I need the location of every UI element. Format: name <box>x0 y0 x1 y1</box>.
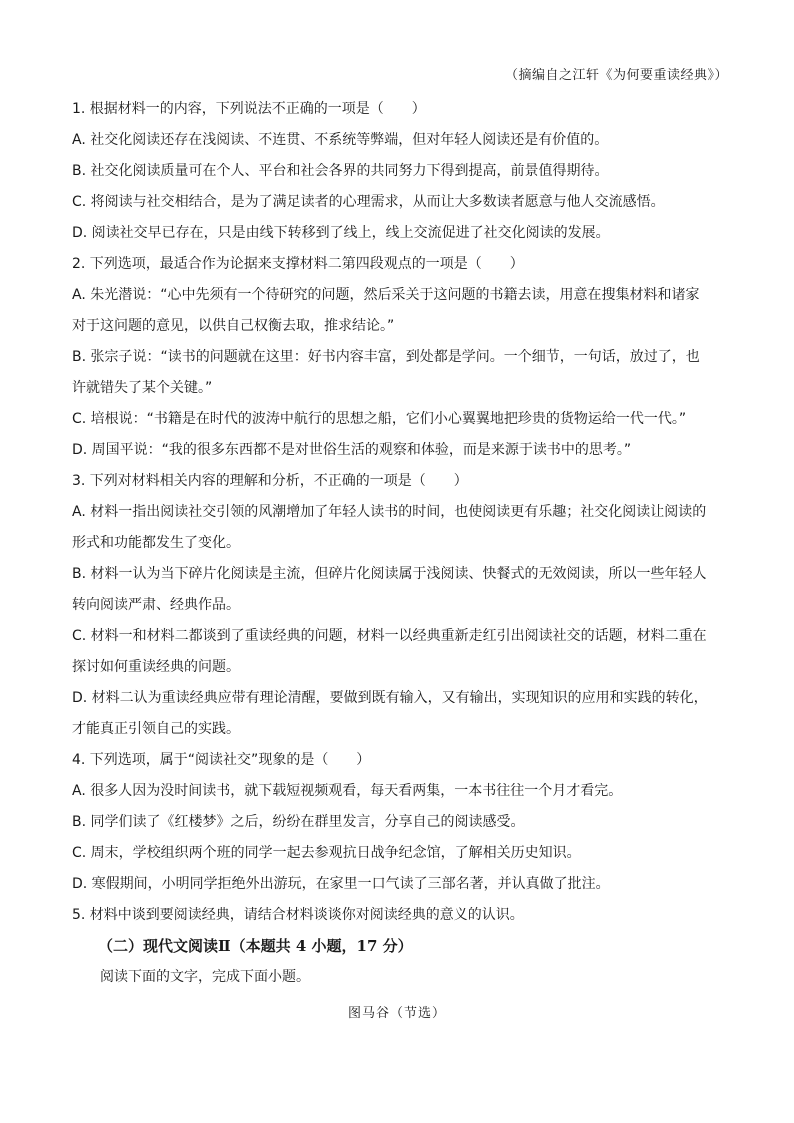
question-line-continued: 转向阅读严肃、经典作品。 <box>72 597 240 613</box>
question-line: 2. 下列选项，最适合作为论据来支撑材料二第四段观点的一项是（ ） <box>72 256 524 272</box>
question-line: 5. 材料中谈到要阅读经典，请结合材料谈谈你对阅读经典的意义的认识。 <box>72 907 524 923</box>
question-line: B. 张宗子说：“读书的问题就在这里：好书内容丰富，到处都是学问。一个细节，一句话，放过了，也 <box>72 349 700 365</box>
question-line-continued: 形式和功能都发生了变化。 <box>72 535 240 551</box>
question-line: B. 社交化阅读质量可在个人、平台和社会各界的共同努力下得到提高，前景值得期待。 <box>72 163 609 179</box>
question-line: 3. 下列对材料相关内容的理解和分析，不正确的一项是（ ） <box>72 473 468 489</box>
section-title: （二）现代文阅读Ⅱ（本题共 4 小题，17 分） <box>98 937 413 955</box>
source-citation: （摘编自之江轩《为何要重读经典》） <box>504 68 728 83</box>
question-line: C. 培根说：“书籍是在时代的波涛中航行的思想之船，它们小心翼翼地把珍贵的货物运给一代一代。” <box>72 411 687 427</box>
question-line-continued: 对于这问题的意见，以供自己权衡去取，推求结论。” <box>72 318 395 334</box>
question-line: D. 寒假期间，小明同学拒绝外出游玩，在家里一口气读了三部名著，并认真做了批注。 <box>72 876 610 892</box>
question-line: 4. 下列选项，属于“阅读社交”现象的是（ ） <box>72 752 371 768</box>
question-line: C. 材料一和材料二都谈到了重读经典的问题，材料一以经典重新走红引出阅读社交的话题，材料二重在 <box>72 628 707 644</box>
question-line: A. 社交化阅读还存在浅阅读、不连贯、不系统等弊端，但对年轻人阅读还是有价值的。 <box>72 132 609 148</box>
question-line: A. 很多人因为没时间读书，就下载短视频观看，每天看两集，一本书往往一个月才看完。 <box>72 783 623 799</box>
question-line: D. 材料二认为重读经典应带有理论清醒，要做到既有输入，又有输出，实现知识的应用和实践的转化， <box>72 690 708 706</box>
question-line: A. 朱光潜说：“心中先须有一个待研究的问题，然后采关于这问题的书籍去读，用意在搜集材料和诸家 <box>72 287 700 303</box>
question-line: D. 阅读社交早已存在，只是由线下转移到了线上，线上交流促进了社交化阅读的发展。 <box>72 225 610 241</box>
question-line: 1. 根据材料一的内容，下列说法不正确的一项是（ ） <box>72 101 426 117</box>
question-line: D. 周国平说：“我的很多东西都不是对世俗生活的观察和体验，而是来源于读书中的思考。” <box>72 442 632 458</box>
question-line: B. 同学们读了《红楼梦》之后，纷纷在群里发言，分享自己的阅读感受。 <box>72 814 525 830</box>
reading-instruction: 阅读下面的文字，完成下面小题。 <box>100 969 310 985</box>
question-line: B. 材料一认为当下碎片化阅读是主流，但碎片化阅读属于浅阅读、快餐式的无效阅读，所以一些年轻人 <box>72 566 707 582</box>
question-line: C. 周末，学校组织两个班的同学一起去参观抗日战争纪念馆，了解相关历史知识。 <box>72 845 581 861</box>
question-line-continued: 才能真正引领自己的实践。 <box>72 721 240 737</box>
story-title: 图马谷（节选） <box>347 1006 446 1021</box>
question-line: A. 材料一指出阅读社交引领的风潮增加了年轻人读书的时间，也使阅读更有乐趣；社交化阅读让阅读的 <box>72 504 707 520</box>
question-line-continued: 探讨如何重读经典的问题。 <box>72 659 240 675</box>
question-block <box>72 94 722 993</box>
question-line: C. 将阅读与社交相结合，是为了满足读者的心理需求，从而让大多数读者愿意与他人交流感悟。 <box>72 194 665 210</box>
question-line-continued: 许就错失了某个关键。” <box>72 380 213 396</box>
